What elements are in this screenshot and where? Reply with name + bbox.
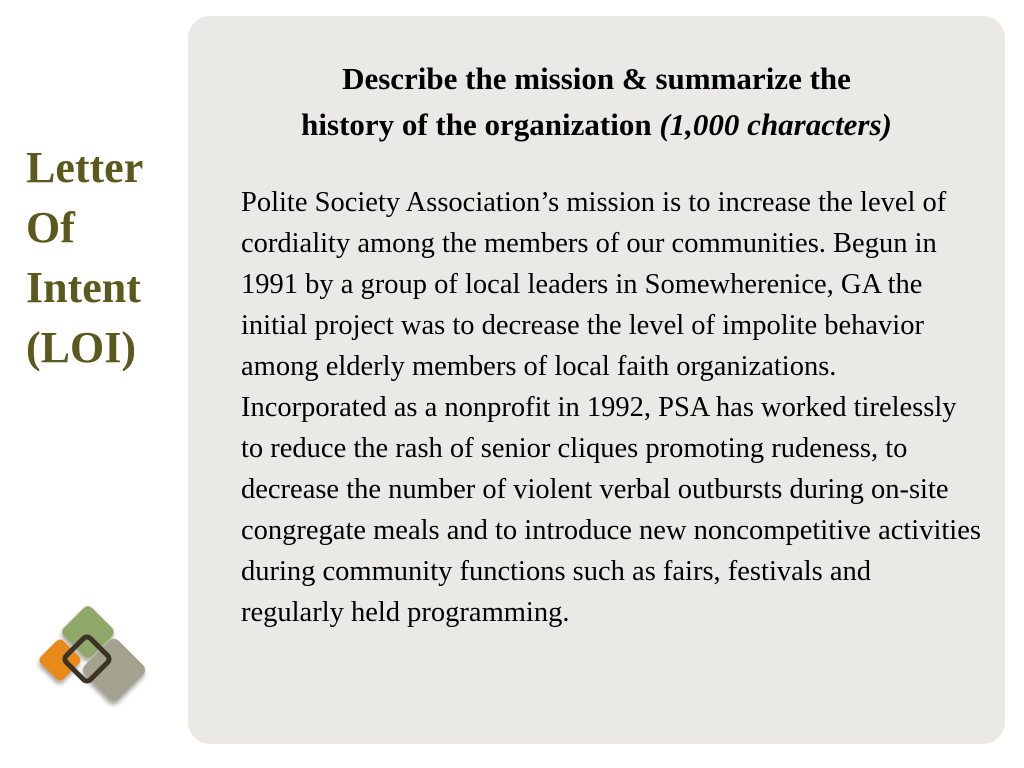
character-limit-note: (1,000 characters) [659, 107, 892, 142]
side-title-line-letter: Letter [26, 143, 144, 192]
content-panel [188, 16, 1005, 744]
slide-side-title [26, 138, 176, 378]
question-heading-line-1: Describe the mission & summarize the [342, 61, 851, 96]
side-title-line-intent: Intent [26, 263, 141, 312]
overlapping-diamonds-logo-icon [30, 600, 170, 720]
question-heading-line-2 [188, 102, 1005, 148]
side-title-line-loi: (LOI) [26, 323, 136, 372]
question-heading [188, 56, 1005, 148]
mission-history-text: Polite Society Association’s mission is to increase the level of cordiality among the members of our communities. Begun in 1991 by a group of local leaders in Somewherenice, GA the initial project was to decrease the level of impolite behavior among elderly members of local faith organizations. Incorporated as a nonprofit in 1992, PSA has worked tirelessly to reduce the rash of senior cliques promoting rudeness, to decrease the number of violent verbal outbursts during on-site congregate meals and to introduce new noncompetitive activities during community functions such as fairs, festivals and regularly held programming. [241, 187, 981, 628]
question-heading-text: history of the organization [301, 107, 652, 142]
side-title-line-of: Of [26, 203, 75, 252]
